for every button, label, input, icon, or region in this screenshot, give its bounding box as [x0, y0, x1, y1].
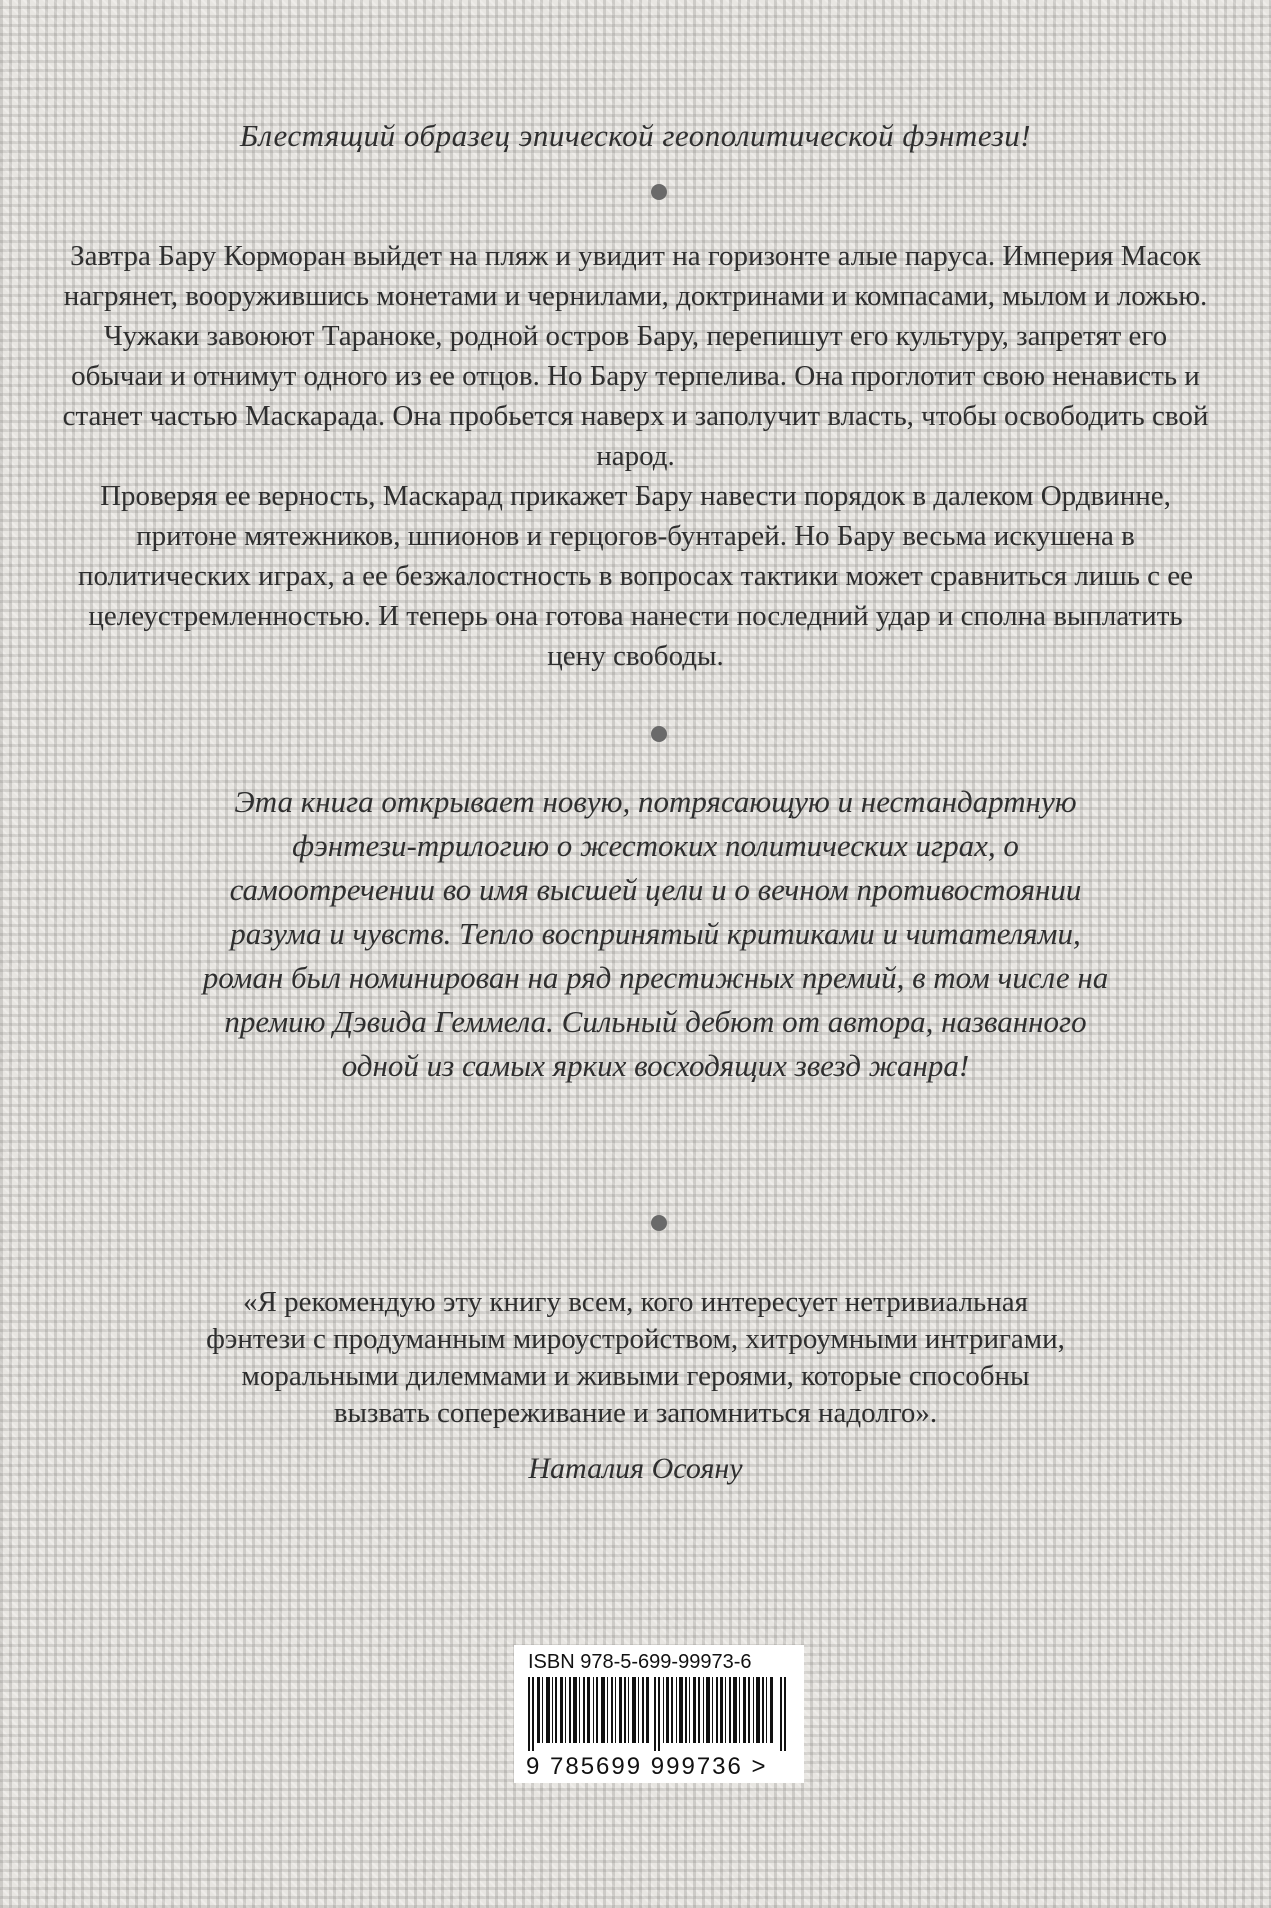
separator-dot [651, 184, 667, 200]
review-quote: «Я рекомендую эту книгу всем, кого интересует нетривиальная фэнтези с продуманным мироустройством, хитроумными интригами, моральными дилеммами и живыми героями, которые способны вызвать сопереживание и запомниться надолго». [206, 1286, 1065, 1429]
barcode [528, 1677, 790, 1751]
isbn-label: ISBN 978-5-699-99973-6 [528, 1651, 752, 1673]
synopsis [60, 236, 1211, 676]
barcode-number: 9 785699 999736 > [526, 1753, 768, 1780]
separator-dot [651, 1215, 667, 1231]
synopsis-paragraph-1: Завтра Бару Корморан выйдет на пляж и увидит на горизонте алые паруса. Империя Масок нагрянет, вооружившись монетами и чернилами, доктринами и компасами, мылом и ложью. Чужаки завоюют Тараноке, родной остров Бару, перепишут его культуру, запретят его обычаи и отнимут одного из ее отцов. Но Бару терпелива. Она проглотит свою ненависть и станет частью Маскарада. Она пробьется наверх и заполучит власть, чтобы освободить свой народ. [62, 240, 1209, 472]
tagline: Блестящий образец эпической геополитической фэнтези! [239, 118, 1032, 153]
quote-author: Наталия Осояну [528, 1452, 743, 1485]
publisher-blurb: Эта книга открывает новую, потрясающую и нестандартную фэнтези-трилогию о жестоких политических играх, о самоотречении во имя высшей цели и о вечном противостоянии разума и чувств. Тепло воспринятый критиками и читателями, роман был номинирован на ряд престижных премий, в том числе на премию Дэвида Геммела. Сильный дебют от автора, названного одной из самых ярких восходящих звезд жанра! [202, 784, 1109, 1083]
separator-dot [651, 726, 667, 742]
isbn-barcode-box [514, 1645, 804, 1783]
synopsis-paragraph-2: Проверяя ее верность, Маскарад прикажет Бару навести порядок в далеком Ордвинне, притоне мятежников, шпионов и герцогов-бунтарей. Но Бару весьма искушена в политических играх, а ее безжалостность в вопросах тактики может сравниться лишь с ее целеустремленностью. И теперь она готова нанести последний удар и сполна выплатить цену свободы. [77, 480, 1194, 672]
